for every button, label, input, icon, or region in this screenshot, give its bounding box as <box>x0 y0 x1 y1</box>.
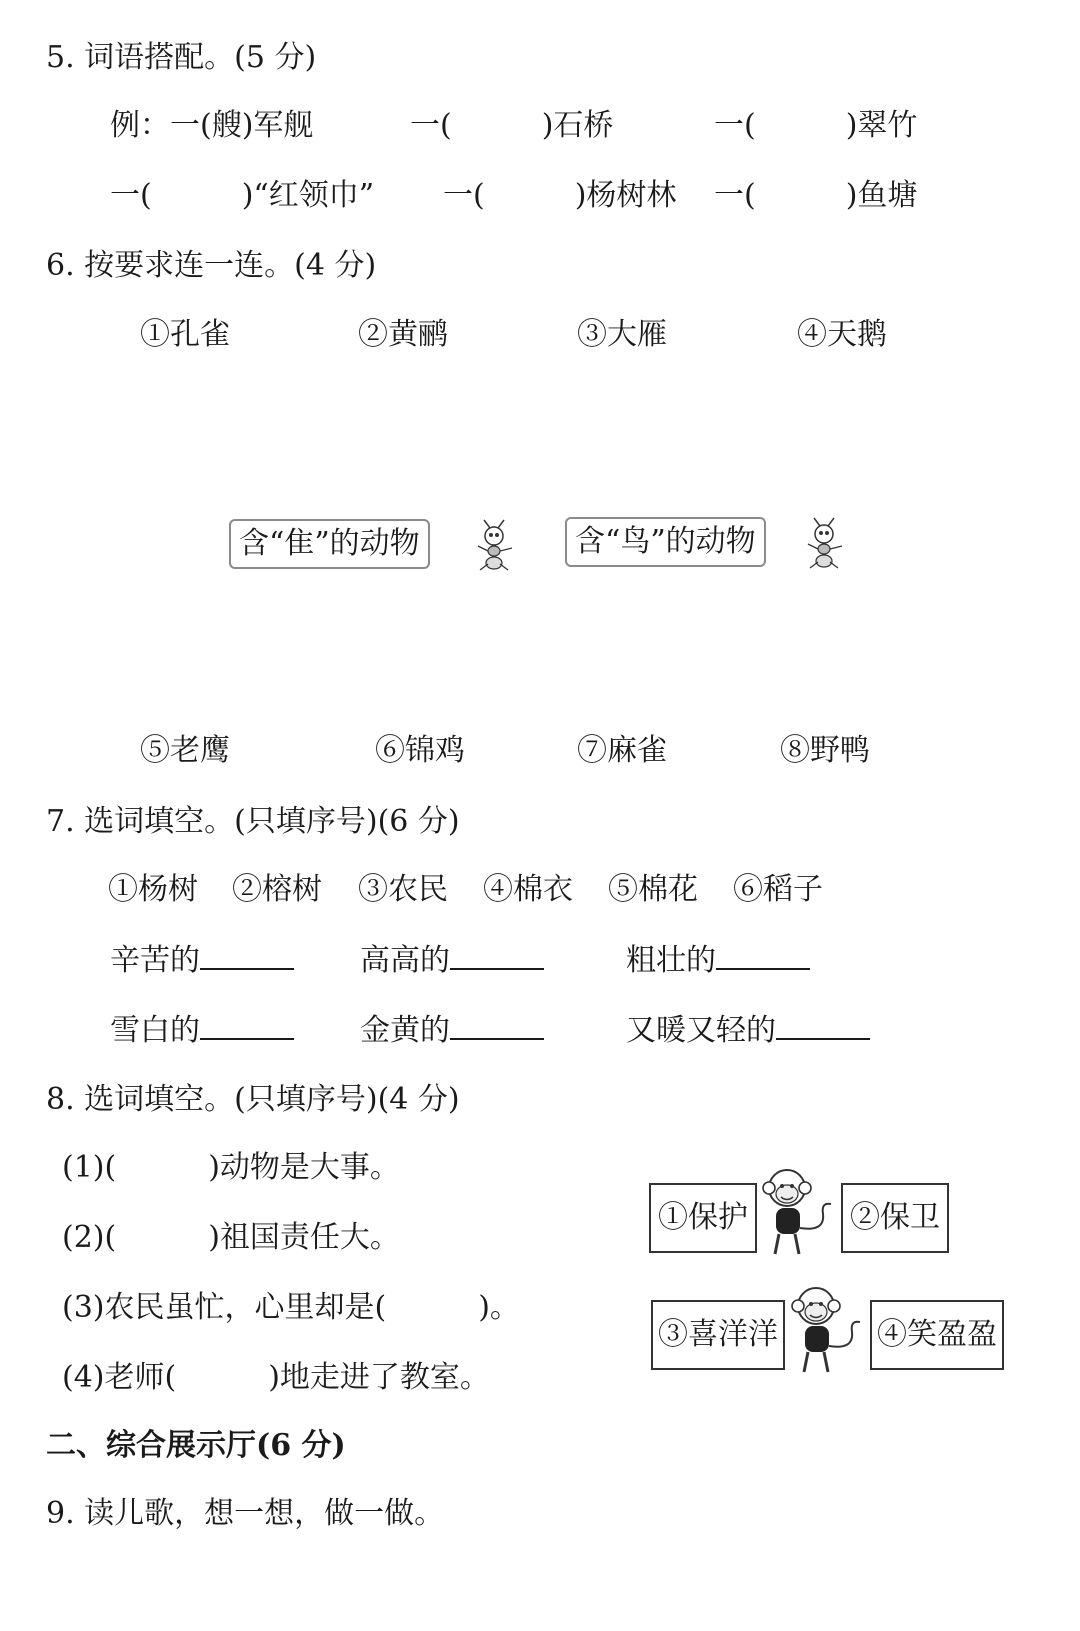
q6-option-3[interactable]: ③大雁 <box>577 317 667 352</box>
q8-choice-3[interactable]: ③喜洋洋 <box>651 1300 785 1370</box>
q5-blank-bamboo[interactable]: 一( )翠竹 <box>714 108 918 143</box>
ant-icon <box>472 518 518 572</box>
q7-fill-label: 辛苦的 <box>110 943 200 978</box>
q6-option-4[interactable]: ④天鹅 <box>797 317 887 352</box>
q6-option-7[interactable]: ⑦麻雀 <box>577 733 667 768</box>
q6-title: 6. 按要求连一连。(4 分) <box>46 248 377 283</box>
sentence-start: (1)( <box>62 1150 117 1185</box>
q7-word-1: ①杨树 <box>108 872 198 907</box>
q8-sentence-1[interactable] <box>62 1148 400 1188</box>
monkey-icon <box>788 1280 866 1380</box>
section-2-title: 二、综合展示厅(6 分) <box>46 1428 346 1463</box>
q7-word-6: ⑥稻子 <box>733 872 823 907</box>
q6-option-1[interactable]: ①孔雀 <box>140 317 230 352</box>
q7-word-2: ②榕树 <box>232 872 322 907</box>
q7-fill-label: 粗壮的 <box>626 943 716 978</box>
q9-title: 9. 读儿歌，想一想，做一做。 <box>46 1496 445 1531</box>
q8-title: 8. 选词填空。(只填序号)(4 分) <box>46 1082 460 1117</box>
q6-option-8[interactable]: ⑧野鸭 <box>780 733 870 768</box>
q5-example: 例：一(艘)军舰 <box>110 108 314 143</box>
answer-blank[interactable] <box>450 1010 544 1040</box>
answer-blank[interactable] <box>716 940 810 970</box>
q7-fill-2[interactable] <box>360 940 544 981</box>
answer-blank[interactable] <box>200 1010 294 1040</box>
q5-blank-poplar-forest[interactable]: 一( )杨树林 <box>443 178 677 213</box>
q6-option-6[interactable]: ⑥锦鸡 <box>375 733 465 768</box>
q7-fill-label: 金黄的 <box>360 1013 450 1048</box>
answer-blank[interactable] <box>776 1010 870 1040</box>
q7-word-3: ③农民 <box>358 872 448 907</box>
q5-blank-stone-bridge[interactable]: 一( )石桥 <box>410 108 614 143</box>
q7-title: 7. 选词填空。(只填序号)(6 分) <box>46 804 460 839</box>
q7-fill-4[interactable] <box>110 1010 294 1051</box>
sentence-start: (3)农民虽忙，心里却是( <box>62 1290 387 1325</box>
sentence-end: )。 <box>478 1290 520 1325</box>
ant-icon <box>802 516 848 570</box>
q8-choice-4[interactable]: ④笑盈盈 <box>870 1300 1004 1370</box>
q7-fill-label: 高高的 <box>360 943 450 978</box>
sentence-end: )地走进了教室。 <box>268 1360 490 1395</box>
q8-sentence-4[interactable] <box>62 1358 490 1398</box>
q7-fill-3[interactable] <box>626 940 810 981</box>
q7-fill-6[interactable] <box>626 1010 870 1051</box>
q7-word-5: ⑤棉花 <box>608 872 698 907</box>
sentence-end: )动物是大事。 <box>208 1150 400 1185</box>
q6-category-zhui[interactable]: 含“隹”的动物 <box>229 519 430 569</box>
q5-blank-red-scarf[interactable]: 一( )“红领巾” <box>110 178 375 213</box>
q7-fill-label: 雪白的 <box>110 1013 200 1048</box>
q8-sentence-3[interactable] <box>62 1288 520 1328</box>
q7-fill-label: 又暖又轻的 <box>626 1013 776 1048</box>
q6-option-2[interactable]: ②黄鹂 <box>358 317 448 352</box>
q8-choice-1[interactable]: ①保护 <box>649 1183 757 1253</box>
q6-category-niao[interactable]: 含“鸟”的动物 <box>565 517 766 567</box>
monkey-icon <box>759 1162 837 1262</box>
sentence-start: (2)( <box>62 1220 117 1255</box>
answer-blank[interactable] <box>450 940 544 970</box>
q5-title: 5. 词语搭配。(5 分) <box>46 40 317 75</box>
q7-word-4: ④棉衣 <box>483 872 573 907</box>
q8-sentence-2[interactable] <box>62 1218 400 1258</box>
sentence-end: )祖国责任大。 <box>208 1220 400 1255</box>
q5-blank-fish-pond[interactable]: 一( )鱼塘 <box>714 178 918 213</box>
sentence-start: (4)老师( <box>62 1360 177 1395</box>
q7-fill-5[interactable] <box>360 1010 544 1051</box>
q8-choice-2[interactable]: ②保卫 <box>841 1183 949 1253</box>
answer-blank[interactable] <box>200 940 294 970</box>
q6-option-5[interactable]: ⑤老鹰 <box>140 733 230 768</box>
q7-fill-1[interactable] <box>110 940 294 981</box>
